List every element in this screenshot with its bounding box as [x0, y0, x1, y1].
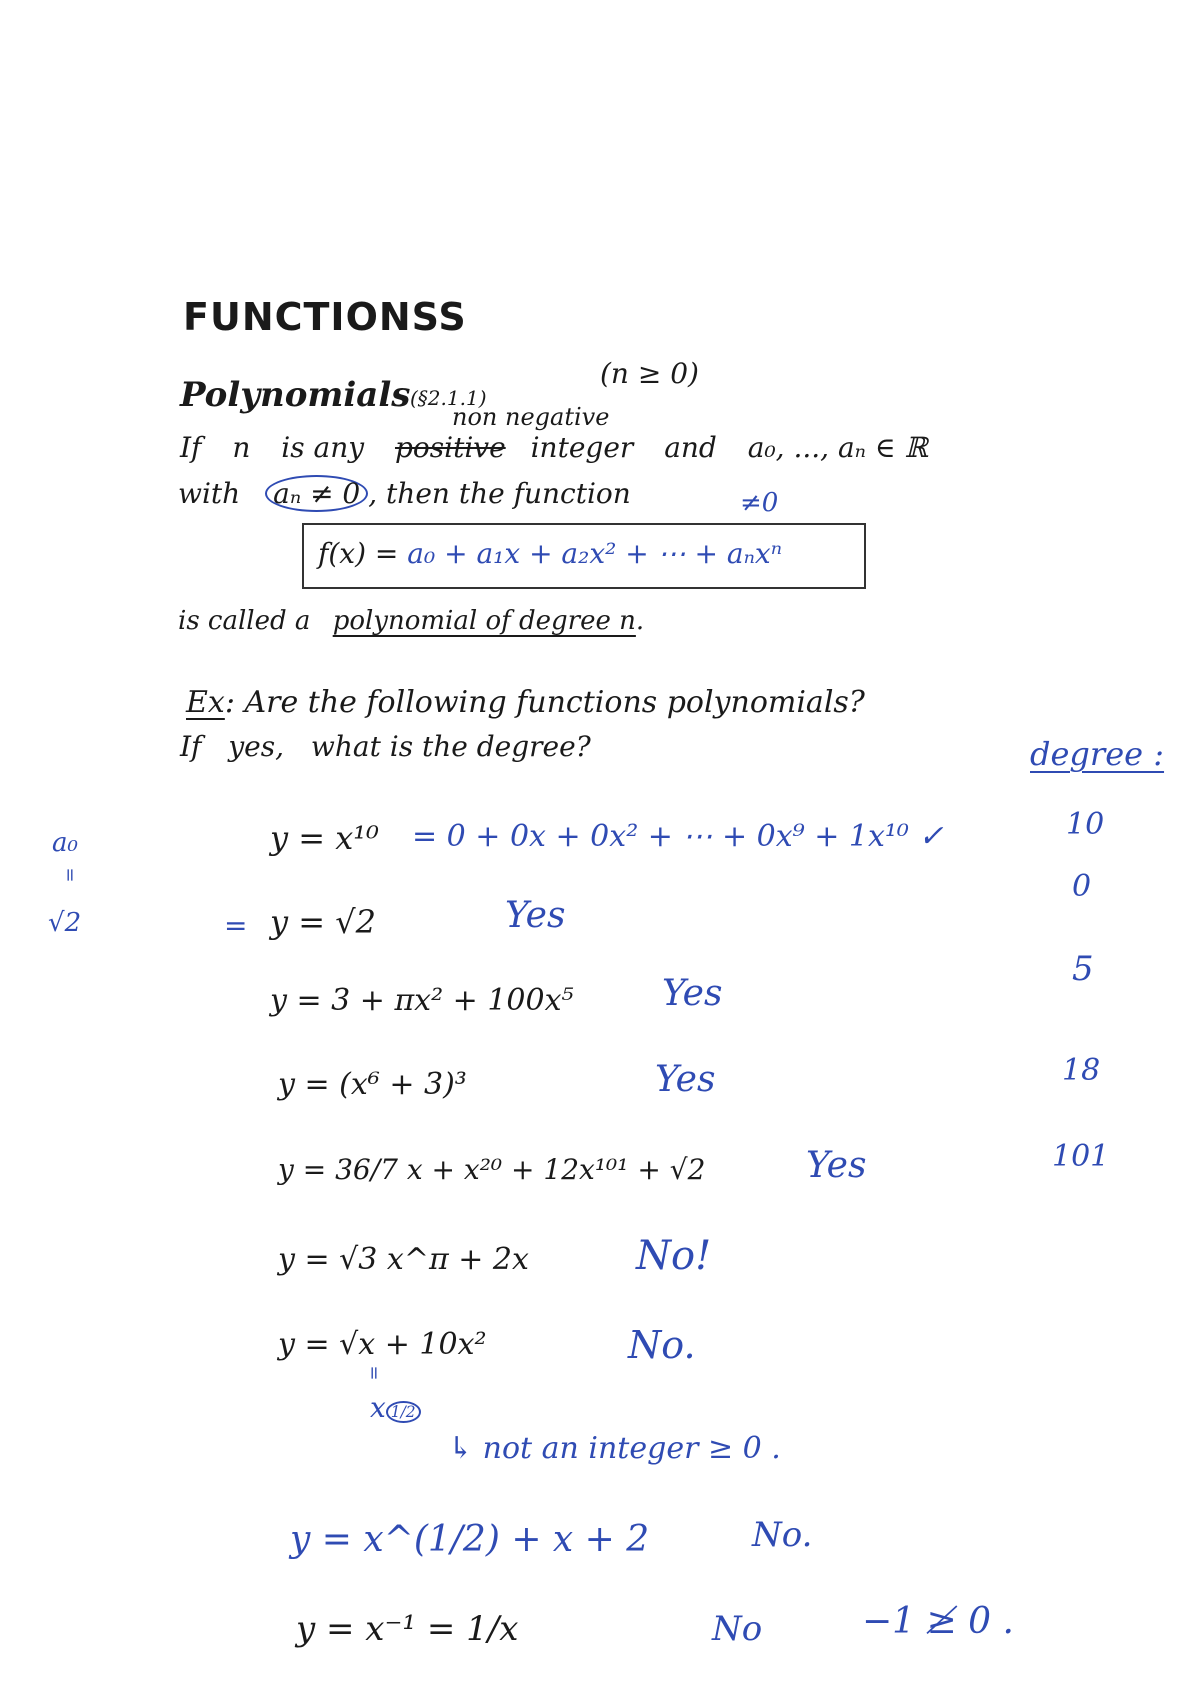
row-5-degree: 101 [1052, 1139, 1110, 1174]
def-line-3 [178, 608, 644, 634]
leading-coeff-circle: aₙ ≠ 0 [265, 475, 368, 512]
example-degree-question: what is the degree? [310, 730, 591, 763]
example-if: If [180, 730, 202, 763]
def-period: . [635, 606, 645, 636]
row-2-answer: Yes [505, 895, 566, 936]
row-1-expansion: = 0 + 0x + 0x² + ⋯ + 0x⁹ + 1x¹⁰ ✓ [412, 819, 944, 854]
example-line-1 [186, 685, 865, 720]
degree-header: degree : [1030, 735, 1165, 773]
nonnegative-insert: non negative [452, 403, 610, 431]
row-3-degree: 5 [1072, 949, 1094, 989]
row-5-answer: Yes [806, 1145, 867, 1186]
side-a0: a₀ [52, 828, 78, 858]
def-called: is called a [178, 606, 311, 636]
row-2-prefix: = [224, 909, 248, 942]
extra-2-answer: No [712, 1609, 763, 1649]
def-term: polynomial of degree n [332, 606, 636, 636]
page-title: FUNCTIONSS [183, 295, 467, 339]
half-exponent-circle: 1/2 [386, 1401, 421, 1423]
def-is-any: is any [281, 431, 365, 464]
row-6-answer: No! [636, 1233, 712, 1279]
section-heading: Polynomials [180, 375, 411, 415]
section-ref: (§2.1.1) [410, 386, 487, 410]
extra-2-expr: y = x⁻¹ = 1/x [296, 1609, 519, 1649]
row-5-expr: y = 36/7 x + x²⁰ + 12x¹⁰¹ + √2 [278, 1153, 706, 1186]
side-equals: = [59, 867, 81, 883]
def-positive-crossed: positive [394, 431, 506, 464]
row-6-expr: y = √3 x^π + 2x [278, 1242, 529, 1277]
def-line-1 [180, 431, 928, 464]
sqrt-power [370, 1391, 421, 1424]
example-line-2 [180, 730, 591, 763]
formula-lhs: f(x) = [318, 537, 399, 570]
sqrt-equals: = [363, 1365, 385, 1381]
def-if: If [180, 431, 202, 464]
def-integer: integer [530, 431, 634, 464]
row-4-expr: y = (x⁶ + 3)³ [278, 1067, 467, 1102]
def-n: n [232, 431, 251, 464]
formula-rhs: a₀ + a₁x + a₂x² + ⋯ + aₙxⁿ [407, 537, 783, 570]
row-7-expr: y = √x + 10x² [278, 1327, 487, 1362]
row-4-answer: Yes [655, 1059, 716, 1100]
side-sqrt2: √2 [48, 908, 82, 938]
row-1-degree: 10 [1066, 807, 1105, 842]
nonneg-condition: (n ≥ 0) [600, 357, 699, 390]
row-3-expr: y = 3 + πx² + 100x⁵ [270, 983, 574, 1018]
def-line-2 [178, 477, 631, 510]
row-2-degree: 0 [1072, 869, 1092, 904]
def-coeffs: a₀, ..., aₙ ∈ ℝ [747, 431, 928, 464]
not-integer-note: ↳ not an integer ≥ 0 . [448, 1431, 781, 1466]
def-and: and [664, 431, 717, 464]
row-1-expr: y = x¹⁰ [270, 819, 379, 857]
extra-1-expr: y = x^(1/2) + x + 2 [290, 1519, 650, 1560]
row-4-degree: 18 [1062, 1053, 1101, 1088]
example-label: Ex [186, 685, 225, 720]
sqrt-power-base: x [370, 1391, 386, 1424]
row-7-answer: No. [628, 1323, 696, 1367]
formula [318, 537, 783, 570]
example-question: : Are the following functions polynomials? [224, 685, 865, 720]
crossed-zero-note: ≠0 [740, 488, 779, 518]
row-2-expr: y = √2 [270, 903, 376, 941]
extra-2-note: −1 ≱ 0 . [862, 1601, 1014, 1642]
row-3-answer: Yes [662, 973, 723, 1014]
def-then: , then the function [368, 477, 631, 510]
def-with: with [178, 477, 241, 510]
example-yes: yes, [228, 730, 285, 763]
extra-1-answer: No. [752, 1515, 813, 1555]
